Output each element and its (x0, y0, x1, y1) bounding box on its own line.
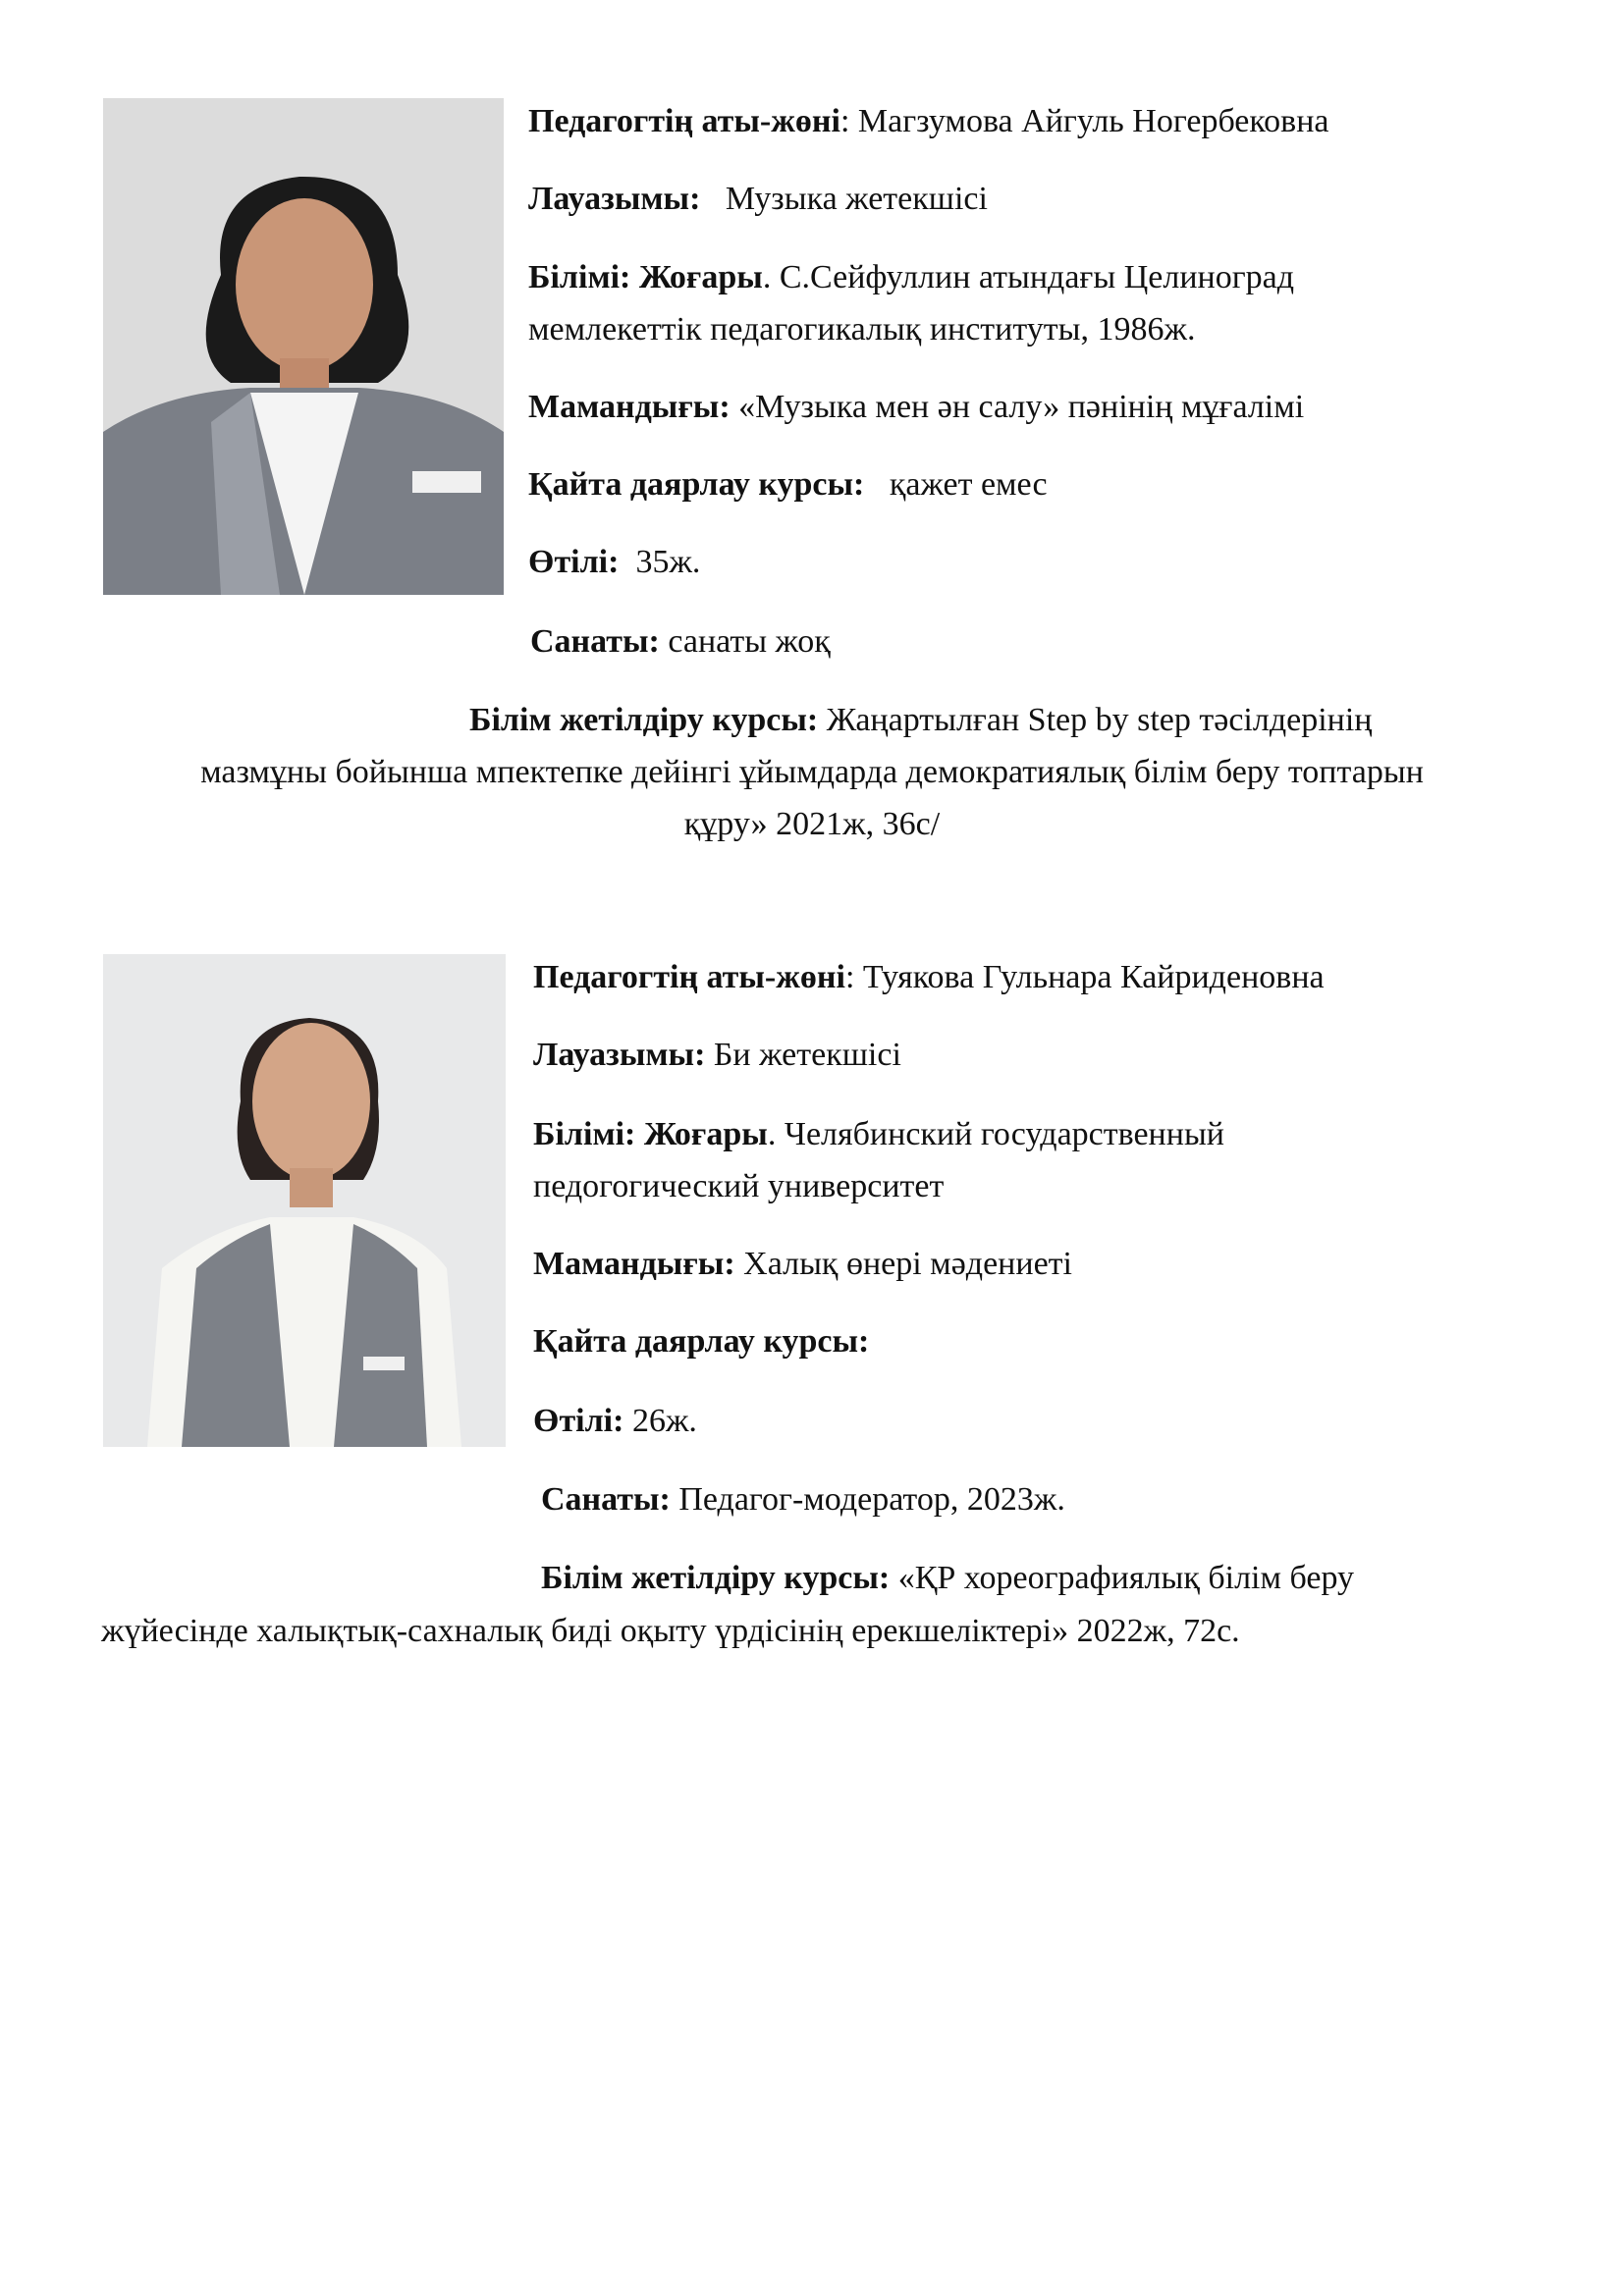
name-value: Туякова Гульнара Кайриденовна (862, 959, 1325, 995)
teacher-1-position (528, 180, 988, 219)
position-value: Би жетекшісі (713, 1037, 901, 1073)
category-value: санаты жоқ (668, 623, 831, 660)
position-label: Лауазымы: (533, 1037, 706, 1073)
category-label: Санаты: (541, 1481, 671, 1518)
teacher-2-course-cont (101, 1612, 1240, 1651)
teacher-2-experience (533, 1402, 697, 1441)
teacher-1-course (469, 701, 1373, 740)
course-value-3: құру» 2021ж, 36с/ (683, 806, 941, 842)
retraining-label: Қайта даярлау курсы: (533, 1323, 870, 1360)
retraining-label: Қайта даярлау курсы: (528, 466, 865, 503)
teacher-2-name: Педагогтің аты-жөні: Туякова Гульнара Кайриденовна (533, 959, 1325, 995)
teacher-2-retraining (533, 1322, 869, 1362)
education-value-2: педогогический университет (533, 1168, 945, 1204)
teacher-1-education: Білімі: Жоғары. С.Сейфуллин атындағы Целиноград (528, 259, 1295, 295)
specialty-value: «Музыка мен ән салу» пәнінің мұғалімі (738, 389, 1305, 425)
experience-label: Өтілі: (533, 1403, 624, 1439)
education-label: Білімі: Жоғары (528, 259, 763, 295)
teacher-1-education-cont (528, 310, 1195, 349)
teacher-1-name: Педагогтің аты-жөні: Магзумова Айгуль Ногербековна (528, 103, 1329, 139)
teacher-1-course-cont (0, 753, 1624, 792)
experience-label: Өтілі: (528, 544, 620, 580)
teacher-2-category (541, 1480, 1065, 1520)
specialty-label: Мамандығы: (533, 1246, 735, 1282)
education-label: Білімі: Жоғары (533, 1116, 768, 1152)
category-value: Педагог-модератор, 2023ж. (678, 1481, 1065, 1518)
teacher-1-course-cont2 (0, 805, 1624, 844)
teacher-2-education-cont (533, 1167, 944, 1206)
course-value-2: жүйесінде халықтық-сахналық биді оқыту үрдісінің ерекшеліктері» 2022ж, 72с. (101, 1613, 1240, 1649)
teacher-photo-2 (103, 954, 506, 1447)
position-value: Музыка жетекшісі (725, 181, 988, 217)
education-value-2: мемлекеттік педагогикалық институты, 1986ж. (528, 311, 1196, 347)
teacher-1-specialty (528, 388, 1304, 427)
education-value-1: С.Сейфуллин атындағы Целиноград (779, 259, 1295, 295)
teacher-2-position (533, 1036, 901, 1075)
course-label: Білім жетілдіру курсы: (541, 1560, 891, 1596)
experience-value: 26ж. (631, 1403, 697, 1439)
course-label: Білім жетілдіру курсы: (469, 702, 819, 738)
course-value-1: «ҚР хореографиялық білім беру (897, 1560, 1354, 1596)
teacher-1-category (530, 622, 831, 662)
teacher-1-retraining (528, 465, 1048, 505)
retraining-value: қажет емес (889, 466, 1048, 503)
course-value-2: мазмұны бойынша мпектепке дейінгі ұйымдарда демократиялық білім беру топтарын (200, 754, 1424, 790)
teacher-2-specialty (533, 1245, 1072, 1284)
teacher-1-experience (528, 543, 700, 582)
name-label: Педагогтің аты-жөні (528, 103, 840, 139)
teacher-2-course (541, 1559, 1354, 1598)
teacher-photo-1 (103, 98, 504, 595)
position-label: Лауазымы: (528, 181, 701, 217)
specialty-label: Мамандығы: (528, 389, 731, 425)
education-value-1: Челябинский государственный (784, 1116, 1224, 1152)
teacher-2-education: Білімі: Жоғары. Челябинский государственный (533, 1116, 1224, 1152)
course-value-1: Жаңартылған Step by step тәсілдерінің (826, 702, 1373, 738)
category-label: Санаты: (530, 623, 660, 660)
specialty-value: Халық өнері мәдениеті (743, 1246, 1072, 1282)
experience-value: 35ж. (635, 544, 701, 580)
name-label: Педагогтің аты-жөні (533, 959, 845, 995)
name-value: Магзумова Айгуль Ногербековна (857, 103, 1329, 139)
